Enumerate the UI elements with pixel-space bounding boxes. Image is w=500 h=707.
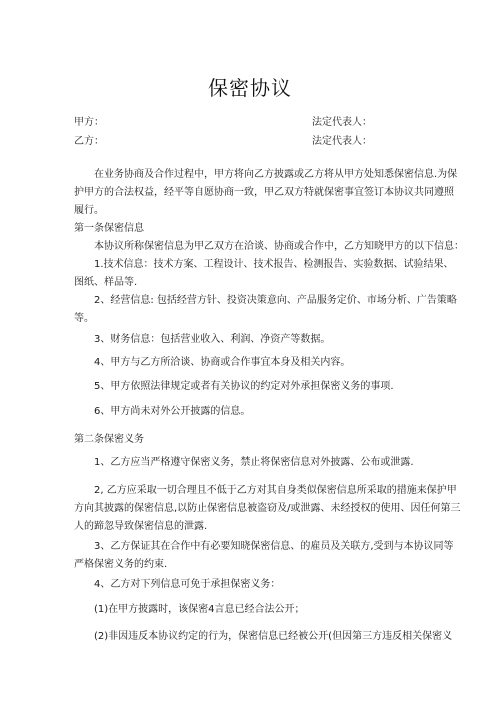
clause-line: 2, 乙方应采取一切合理且不低于乙方对其自身类似保密信息所采取的措施来保护甲 [74, 485, 457, 496]
section-heading-2: 第二条保密义务 [74, 434, 144, 445]
clause-line: 2、经营信息: 包括经营方针、投资决策意向、产品服务定价、市场分析、广告策略 [74, 295, 457, 306]
clause-line: 方向其披露的保密信息,以防止保密信息被盗窃及/或泄露、未经授权的使用、因任何第三 [74, 503, 461, 514]
clause-line: 1.技术信息：技术方案、工程设计、技术报告、检测报告、实验数据、试验结果、 [74, 259, 454, 270]
party-b-label: 乙方： [74, 136, 104, 147]
section-heading-1: 第一条保密信息 [74, 223, 144, 234]
intro-line: 护甲方的合法权益，经平等自愿协商一致，甲乙双方特就保密事宜签订本协议共同遵照 [74, 187, 454, 198]
clause-line: 4、甲方与乙方所洽谈、协商或合作事宜本身及相关内容。 [74, 357, 351, 368]
clause-line: 4、乙方对下列信息可免于承担保密义务： [74, 579, 281, 590]
clause-line: 严格保密义务的约束. [74, 559, 168, 570]
intro-line: 履行。 [74, 205, 104, 216]
clause-line: 图纸、样品等. [74, 277, 138, 288]
clause-line: 1、乙方应当严格遵守保密义务，禁止将保密信息对外披露、公布或泄露. [74, 457, 414, 468]
clause-line: 人的蹄忽导致保密信息的泄露. [74, 521, 208, 532]
clause-line: 5、甲方依照法律规定或者有关协议的约定对外承担保密义务的事项. [74, 381, 394, 392]
clause-line: (1)在甲方披露时，该保密4言息已经合法公开； [74, 604, 305, 615]
party-b-representative-label: 法定代表人： [312, 136, 372, 147]
party-a-representative-label: 法定代表人： [312, 117, 372, 128]
clause-line: (2)非因违反本协议约定的行为，保密信息已经被公开(但因第三方违反相关保密义 [74, 631, 453, 642]
clause-line: 3、财务信息：包括营业收入、利润、净资产等数据。 [74, 334, 331, 345]
clause-line: 本协议所称保密信息为甲乙双方在洽谈、协商或合作中，乙方知晓甲方的以下信息： [74, 241, 464, 252]
clause-line: 6、甲方尚未对外公开披露的信息。 [74, 406, 251, 417]
clause-line: 等。 [74, 313, 94, 324]
party-a-label: 甲方： [74, 117, 104, 128]
clause-line: 3、乙方保证其在合作中有必要知晓保密信息、的雇员及关联方,受到与本协议同等 [74, 541, 454, 552]
intro-line: 在业务协商及合作过程中，甲方将向乙方披露或乙方将从甲方处知悉保密信息.为保 [74, 169, 458, 180]
document-title: 保密协议 [208, 76, 292, 100]
